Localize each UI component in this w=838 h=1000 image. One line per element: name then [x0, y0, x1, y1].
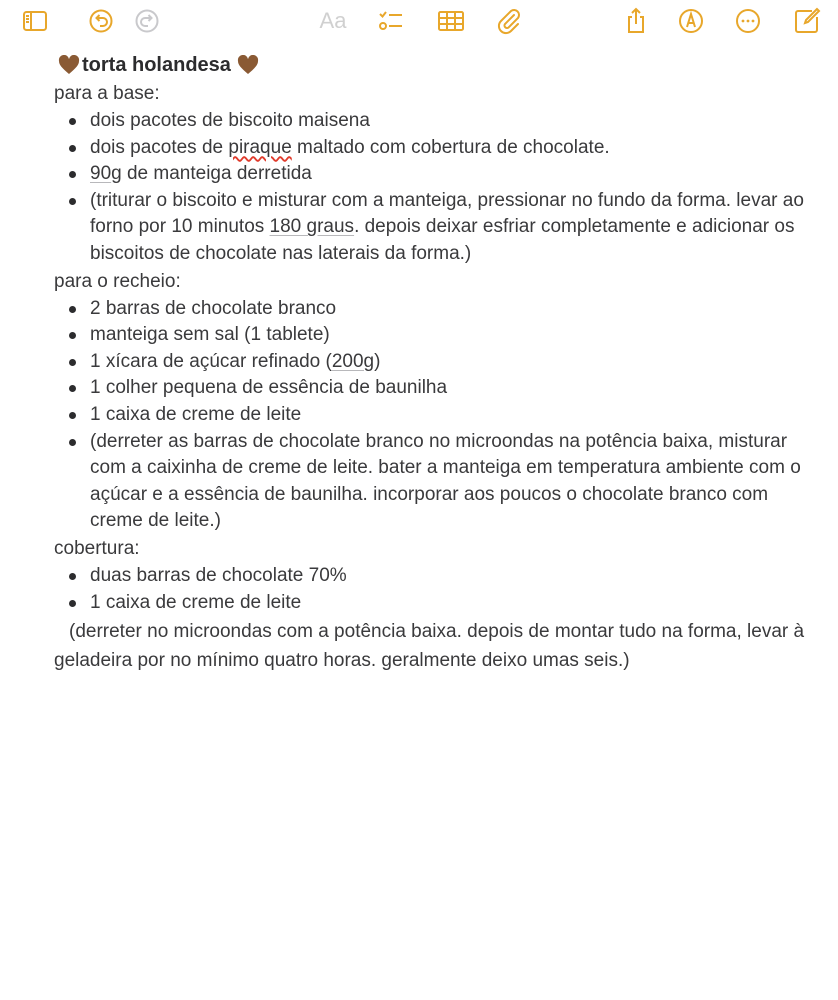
list-item: duas barras de chocolate 70% [54, 563, 824, 590]
list-item-text: 1 xícara de açúcar refinado ( [90, 350, 332, 372]
list-item [54, 161, 824, 188]
detected-quantity[interactable]: 90 [90, 163, 112, 185]
brown-heart-icon [58, 55, 80, 75]
brown-heart-icon [237, 55, 259, 75]
list-item: manteiga sem sal (1 tablete) [54, 322, 824, 349]
misspelled-word[interactable]: piraque [228, 136, 292, 158]
undo-icon[interactable] [86, 6, 116, 36]
note-body[interactable] [54, 50, 824, 675]
compose-icon[interactable] [792, 6, 822, 36]
note-title-text: torta holandesa [82, 54, 231, 76]
base-list [54, 108, 824, 268]
list-item [54, 188, 824, 268]
markup-pen-icon[interactable] [676, 6, 706, 36]
list-item: (derreter as barras de chocolate branco no microondas na potência baixa, misturar com a caixinha de creme de leite. bater a manteiga em temperatura ambiente com o açúcar e a essência de baunilha. incorporar aos poucos o chocolate branco com creme de leite.) [54, 429, 824, 535]
list-item-text: g de manteiga derretida [111, 163, 312, 185]
list-item-text: . depois deixar esfriar completamente e adicionar os biscoitos de chocolate nas laterais da forma.) [90, 216, 795, 264]
format-button[interactable]: Aa [319, 8, 347, 33]
list-item [54, 135, 824, 162]
section-label-base: para a base: [54, 83, 160, 104]
list-item-text: dois pacotes de [90, 136, 229, 158]
list-item-text: ) [374, 350, 381, 372]
list-item [54, 349, 824, 376]
ellipsis-icon[interactable] [733, 6, 763, 36]
sidebar-icon[interactable] [20, 6, 50, 36]
list-item: 2 barras de chocolate branco [54, 296, 824, 323]
list-item: 1 caixa de creme de leite [54, 590, 824, 617]
list-item: 1 colher pequena de essência de baunilha [54, 375, 824, 402]
list-item-text: (triturar o biscoito e misturar com a manteiga, pressionar no fundo da forma. levar ao forno por 10 minutos [90, 189, 804, 238]
checklist-icon[interactable] [376, 6, 406, 36]
note-title [58, 50, 824, 80]
table-icon[interactable] [436, 6, 466, 36]
topping-list [54, 563, 824, 616]
section-label-filling: para o recheio: [54, 270, 181, 292]
list-item-text: maltado com cobertura de chocolate. [291, 136, 610, 158]
share-icon[interactable] [621, 6, 651, 36]
closing-paragraph: (derreter no microondas com a potência baixa. depois de montar tudo na forma, levar à geladeira por no mínimo quatro horas. geralmente deixo umas seis.) [54, 621, 805, 672]
filling-list [54, 296, 824, 535]
section-label-topping: cobertura: [54, 537, 140, 559]
paperclip-icon[interactable] [494, 6, 524, 36]
list-item: dois pacotes de biscoito maisena [54, 108, 824, 135]
list-item: 1 caixa de creme de leite [54, 402, 824, 429]
redo-icon[interactable] [132, 6, 162, 36]
detected-temperature[interactable]: 180 graus [269, 216, 355, 238]
toolbar [0, 0, 838, 44]
detected-quantity[interactable]: 200g [331, 350, 375, 372]
